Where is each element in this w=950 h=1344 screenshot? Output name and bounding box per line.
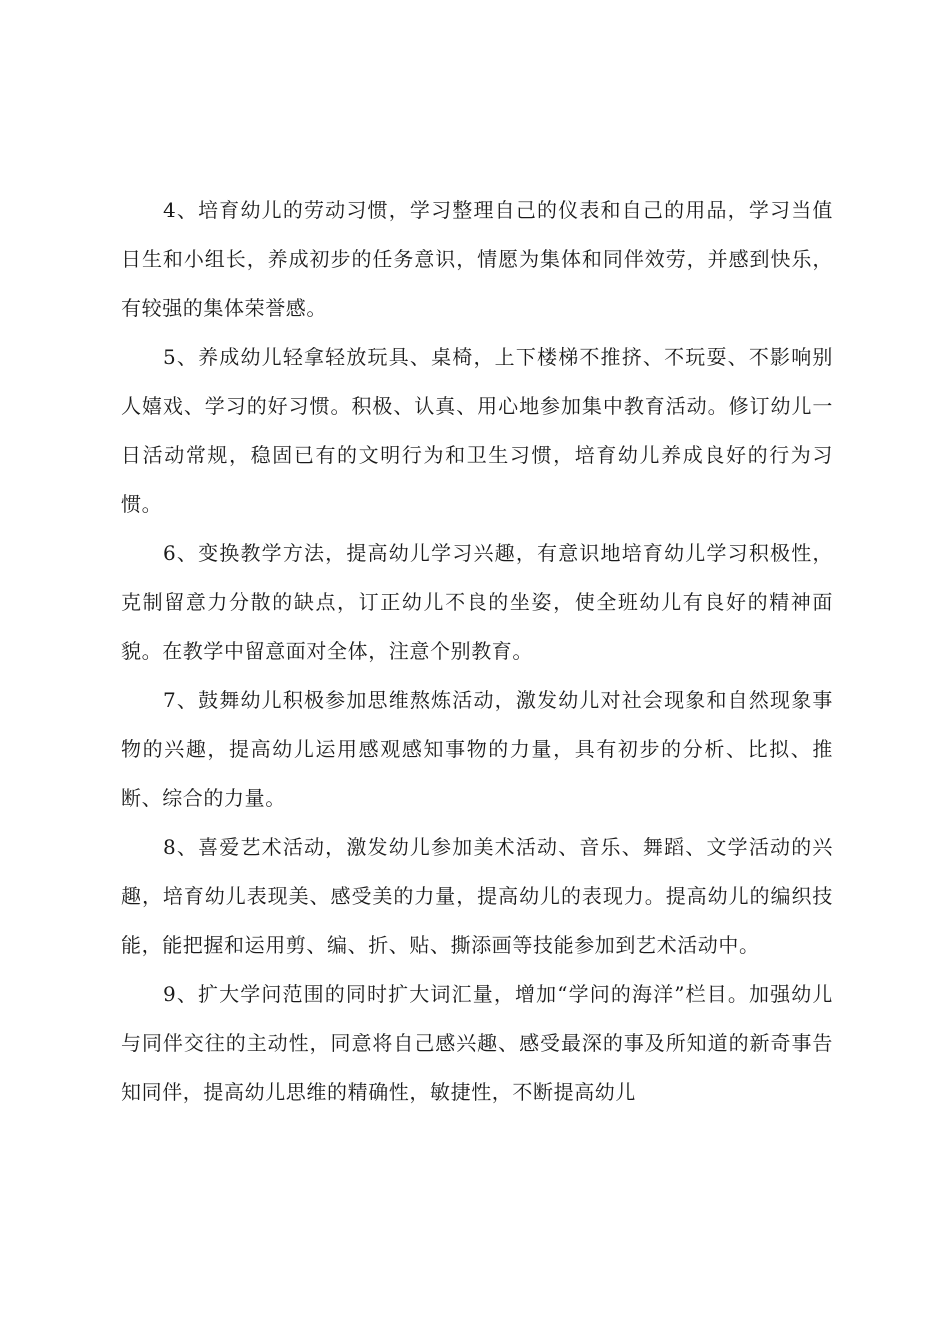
paragraph-item-8: 8、喜爱艺术活动，激发幼儿参加美术活动、音乐、舞蹈、文学活动的兴趣，培育幼儿表现美、感受美的力量，提高幼儿的表现力。提高幼儿的编织技能，能把握和运用剪、编、折、贴、撕添画等技能参加到艺术活动中。 xyxy=(121,835,833,957)
paragraph-item-9: 9、扩大学问范围的同时扩大词汇量，增加“学问的海洋”栏目。加强幼儿与同伴交往的主动性，同意将自己感兴趣、感受最深的事及所知道的新奇事告知同伴，提高幼儿思维的精确性，敏捷性，不断提高幼儿 xyxy=(121,982,833,1104)
paragraph-item-6: 6、变换教学方法，提高幼儿学习兴趣，有意识地培育幼儿学习积极性，克制留意力分散的缺点，订正幼儿不良的坐姿，使全班幼儿有良好的精神面貌。在教学中留意面对全体，注意个别教育。 xyxy=(121,541,833,663)
document-body xyxy=(121,186,833,1117)
paragraph-item-7: 7、鼓舞幼儿积极参加思维熬炼活动，激发幼儿对社会现象和自然现象事物的兴趣，提高幼儿运用感观感知事物的力量，具有初步的分析、比拟、推断、综合的力量。 xyxy=(121,688,833,810)
paragraph-item-5: 5、养成幼儿轻拿轻放玩具、桌椅，上下楼梯不推挤、不玩耍、不影响别人嬉戏、学习的好习惯。积极、认真、用心地参加集中教育活动。修订幼儿一日活动常规，稳固已有的文明行为和卫生习惯，培育幼儿养成良好的行为习惯。 xyxy=(121,345,833,516)
paragraph-item-4: 4、培育幼儿的劳动习惯，学习整理自己的仪表和自己的用品，学习当值日生和小组长，养成初步的任务意识，情愿为集体和同伴效劳，并感到快乐，有较强的集体荣誉感。 xyxy=(121,198,833,320)
